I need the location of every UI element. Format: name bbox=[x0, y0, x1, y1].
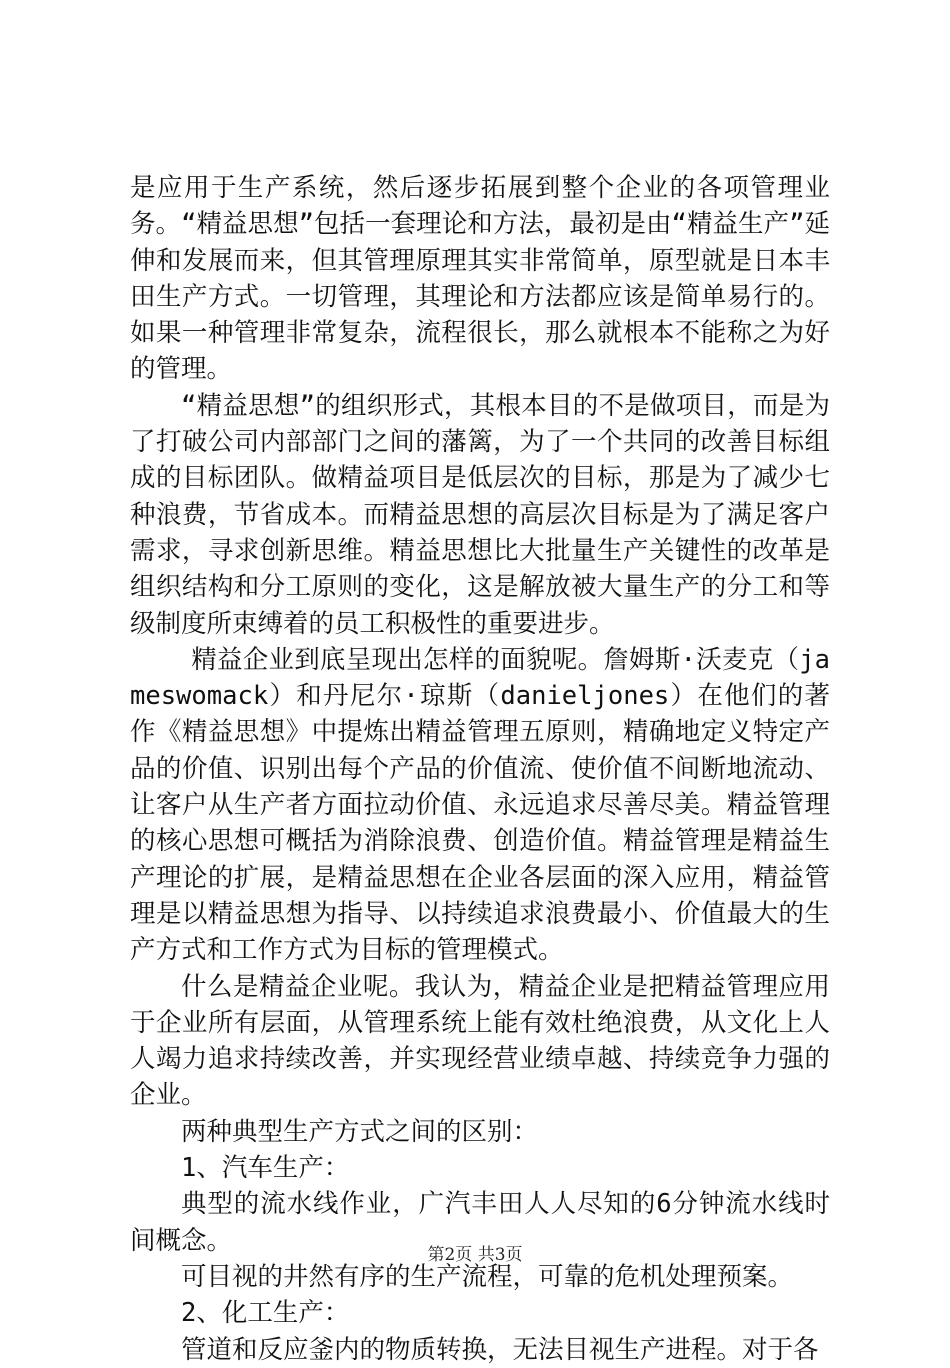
paragraph-7: 典型的流水线作业，广汽丰田人人尽知的6分钟流水线时间概念。 bbox=[130, 1189, 830, 1256]
paragraph-2: “精益思想”的组织形式，其根本目的不是做项目，而是为了打破公司内部部门之间的藩篱，为了一个共同的改善目标组成的目标团队。做精益项目是低层次的目标，那是为了减少七种浪费，节省成本。而精益思想的高层次目标是为了满足客户需求，寻求创新思维。精益思想比大批量生产关键性的改革是组织结构和分工原则的变化，这是解放被大量生产的分工和等级制度所束缚着的员工积极性的重要进步。 bbox=[130, 390, 830, 639]
paragraph-1: 是应用于生产系统，然后逐步拓展到整个企业的各项管理业务。“精益思想”包括一套理论和方法，最初是由“精益生产”延伸和发展而来，但其管理原理其实非常简单，原型就是日本丰田生产方式。一切管理，其理论和方法都应该是简单易行的。如果一种管理非常复杂，流程很长，那么就根本不能称之为好的管理。 bbox=[130, 173, 830, 385]
paragraph-5: 两种典型生产方式之间的区别： bbox=[181, 1116, 539, 1147]
document-body bbox=[130, 170, 830, 1368]
paragraph-4: 什么是精益企业呢。我认为，精益企业是把精益管理应用于企业所有层面，从管理系统上能有效杜绝浪费，从文化上人人竭力追求持续改善，并实现经营业绩卓越、持续竞争力强的企业。 bbox=[130, 971, 830, 1111]
paragraph-10: 管道和反应釜内的物质转换，无法目视生产进程。对于各 bbox=[181, 1334, 819, 1365]
paragraph-9: 2、化工生产： bbox=[181, 1298, 350, 1329]
paragraph-6: 1、汽车生产： bbox=[181, 1153, 350, 1184]
paragraph-3: 精益企业到底呈现出怎样的面貌呢。詹姆斯·沃麦克（jameswomack）和丹尼尔·琼斯（danieljones）在他们的著作《精益思想》中提炼出精益管理五原则，精确地定义特定产品的价值、识别出每个产品的价值流、使价值不间断地流动、让客户从生产者方面拉动价值、永远追求尽善尽美。精益管理的核心思想可概括为消除浪费、创造价值。精益管理是精益生产理论的扩展，是精益思想在企业各层面的深入应用，精益管理是以精益思想为指导、以持续追求浪费最小、价值最大的生产方式和工作方式为目标的管理模式。 bbox=[130, 644, 830, 966]
paragraph-8: 可目视的井然有序的生产流程，可靠的危机处理预案。 bbox=[181, 1261, 794, 1292]
page-footer: 第2页 共3页 bbox=[427, 1245, 523, 1265]
